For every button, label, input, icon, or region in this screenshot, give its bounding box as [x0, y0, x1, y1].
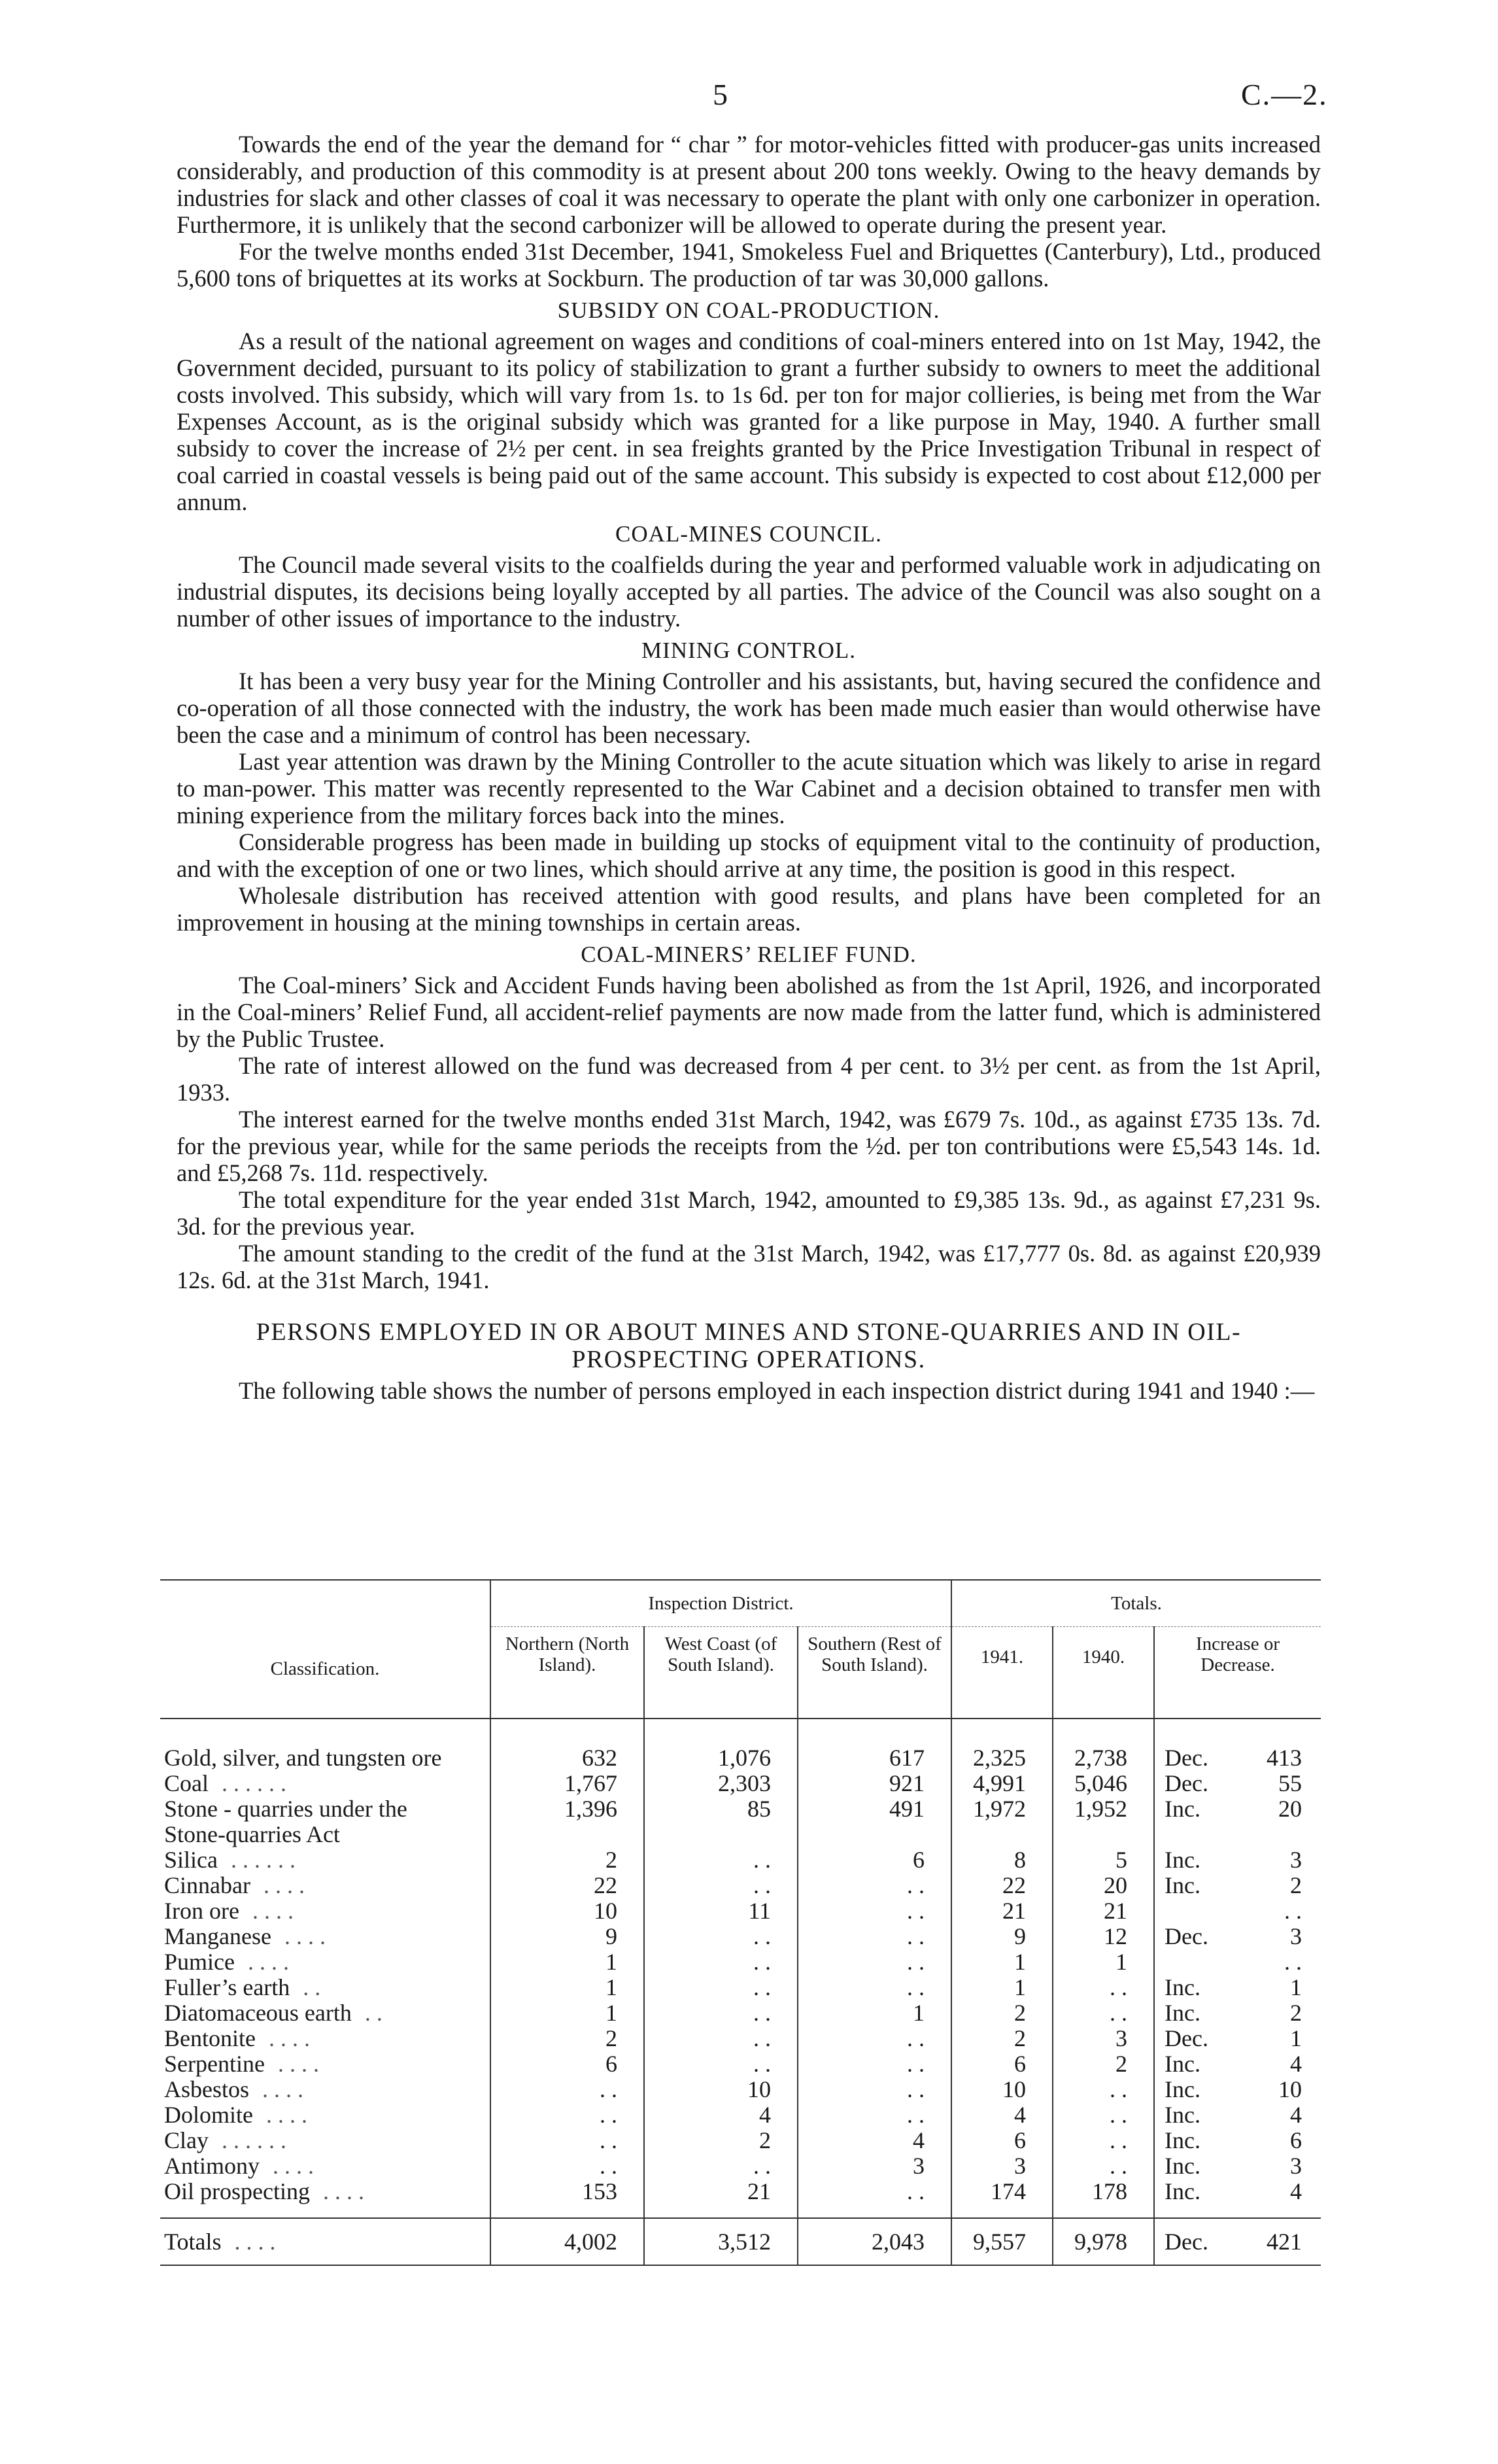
change-cell — [1154, 2077, 1321, 2102]
west-coast-cell: . . — [644, 1924, 798, 1949]
classification-cell — [160, 2128, 490, 2153]
northern-cell: 2 — [490, 1847, 644, 1873]
total-1940-cell: 12 — [1053, 1924, 1154, 1949]
section-heading-subsidy: SUBSIDY ON COAL-PRODUCTION. — [557, 298, 940, 323]
change-value: . . — [1284, 1898, 1302, 1924]
table-row — [160, 1771, 1321, 1796]
header-northern: Northern (North Island). — [490, 1627, 644, 1719]
change-direction: Inc. — [1165, 2076, 1200, 2102]
total-1941-cell: 9,557 — [951, 2218, 1053, 2265]
section-heading-relief-fund: COAL-MINERS’ RELIEF FUND. — [581, 942, 917, 967]
leader-dots: . . . . . . — [222, 1770, 286, 1796]
section-heading-council: COAL-MINES COUNCIL. — [615, 521, 882, 547]
classification-cell — [160, 2026, 490, 2051]
document-reference: C.—2. — [1241, 78, 1328, 111]
change-value: 421 — [1267, 2229, 1302, 2255]
table-row — [160, 2077, 1321, 2102]
northern-cell: 632 — [490, 1745, 644, 1771]
west-coast-cell: . . — [644, 2051, 798, 2077]
classification-label: Totals — [164, 2229, 222, 2255]
classification-label: Coal — [164, 1770, 209, 1796]
classification-label: Gold, silver, and tungsten ore — [164, 1745, 442, 1771]
total-1940-cell: . . — [1053, 2077, 1154, 2102]
change-cell — [1154, 1924, 1321, 1949]
table-row — [160, 1796, 1321, 1822]
classification-label: Diatomaceous earth — [164, 2000, 352, 2026]
change-direction: Inc. — [1165, 2178, 1200, 2204]
classification-cell — [160, 1796, 490, 1822]
page-number: 5 — [713, 78, 728, 111]
change-cell — [1154, 2026, 1321, 2051]
table-row — [160, 2000, 1321, 2026]
change-cell — [1154, 1745, 1321, 1771]
total-1940-cell: 20 — [1053, 1873, 1154, 1898]
header-inspection-district: Inspection District. — [490, 1580, 951, 1627]
total-1941-cell: 21 — [951, 1898, 1053, 1924]
change-direction: Inc. — [1165, 1974, 1200, 2000]
change-direction: Inc. — [1165, 1872, 1200, 1898]
leader-dots: . . . . — [234, 2229, 276, 2255]
paragraph: The interest earned for the twelve months ended 31st March, 1942, was £679 7s. 10d., as against £735 13s. 7d. for the previous year, while for the same periods the receipts from the ½d. per ton contributions were £5,543 14s. 1d. and £5,268 7s. 11d. respectively. — [177, 1106, 1321, 1186]
header-totals: Totals. — [951, 1580, 1321, 1627]
totals-row — [160, 2218, 1321, 2265]
classification-label: Pumice — [164, 1949, 235, 1975]
classification-cell — [160, 2051, 490, 2077]
change-direction: Dec. — [1165, 1745, 1208, 1771]
total-1941-cell: 1 — [951, 1949, 1053, 1975]
change-direction: Dec. — [1165, 1770, 1208, 1796]
classification-cell — [160, 1975, 490, 2000]
change-value: 1 — [1290, 2025, 1302, 2051]
total-1940-cell: 5,046 — [1053, 1771, 1154, 1796]
total-1940-cell: . . — [1053, 2128, 1154, 2153]
leader-dots: . . . . — [268, 2025, 310, 2051]
change-direction: Dec. — [1165, 2229, 1208, 2255]
total-1941-cell: 2 — [951, 2000, 1053, 2026]
change-cell — [1154, 1975, 1321, 2000]
change-value: 3 — [1290, 2153, 1302, 2179]
northern-cell: 4,002 — [490, 2218, 644, 2265]
west-coast-cell: 4 — [644, 2102, 798, 2128]
west-coast-cell: 2 — [644, 2128, 798, 2153]
paragraph: The Coal-miners’ Sick and Accident Funds having been abolished as from the 1st April, 1926, and incorporated in the Coal-miners’ Relief Fund, all accident-relief payments are now made from the latter fund, which is administered by the Public Trustee. — [177, 972, 1321, 1052]
table-row — [160, 1949, 1321, 1975]
paragraph: For the twelve months ended 31st December, 1941, Smokeless Fuel and Briquettes (Canterbury), Ltd., produced 5,600 tons of briquettes at its works at Sockburn. The production of tar was 30,000 gallons. — [177, 238, 1321, 292]
spacer-row — [160, 1719, 1321, 1745]
west-coast-cell: . . — [644, 2000, 798, 2026]
change-direction: Inc. — [1165, 2102, 1200, 2128]
report-body — [177, 131, 1321, 1404]
total-1941-cell: 174 — [951, 2179, 1053, 2204]
change-value: 10 — [1278, 2076, 1302, 2102]
total-1940-cell: 3 — [1053, 2026, 1154, 2051]
paragraph: The amount standing to the credit of the fund at the 31st March, 1942, was £17,777 0s. 8d. as against £20,939 12s. 6d. at the 31st March, 1941. — [177, 1240, 1321, 1293]
paragraph: Considerable progress has been made in building up stocks of equipment vital to the continuity of production, and with the exception of one or two lines, which should arrive at any time, the position is good in this respect. — [177, 829, 1321, 882]
classification-label: Cinnabar — [164, 1872, 250, 1898]
total-1940-cell: 9,978 — [1053, 2218, 1154, 2265]
northern-cell: 22 — [490, 1873, 644, 1898]
northern-cell: 153 — [490, 2179, 644, 2204]
southern-cell: 921 — [798, 1771, 951, 1796]
header-southern: Southern (Rest of South Island). — [798, 1627, 951, 1719]
section-heading-mining-control: MINING CONTROL. — [641, 638, 857, 663]
classification-cell — [160, 2179, 490, 2204]
change-cell — [1154, 1771, 1321, 1796]
table-row — [160, 1822, 1321, 1847]
total-1941-cell: 6 — [951, 2128, 1053, 2153]
classification-cell — [160, 1847, 490, 1873]
southern-cell: 3 — [798, 2153, 951, 2179]
west-coast-cell: . . — [644, 1847, 798, 1873]
paragraph: As a result of the national agreement on wages and conditions of coal-miners entered into on 1st May, 1942, the Government decided, pursuant to its policy of stabilization to grant a further subsidy to owners to meet the additional costs involved. This subsidy, which will vary from 1s. to 1s 6d. per ton for major collieries, is being met from the War Expenses Account, as is the original subsidy which was granted for a like purpose in May, 1940. A further small subsidy to cover the increase of 2½ per cent. in sea freights granted by the Price Investigation Tribunal in respect of coal carried in coastal vessels is being paid out of the same account. This subsidy is expected to cost about £12,000 per annum. — [177, 328, 1321, 515]
change-direction: Inc. — [1165, 2000, 1200, 2026]
change-cell — [1154, 1847, 1321, 1873]
total-1940-cell: 2 — [1053, 2051, 1154, 2077]
paragraph: The total expenditure for the year ended 31st March, 1942, amounted to £9,385 13s. 9d., as against £7,231 9s. 3d. for the previous year. — [177, 1186, 1321, 1240]
table-row — [160, 2102, 1321, 2128]
west-coast-cell: . . — [644, 2153, 798, 2179]
classification-cell — [160, 1898, 490, 1924]
classification-cell — [160, 1924, 490, 1949]
total-1940-cell: 1,952 — [1053, 1796, 1154, 1822]
total-1941-cell: 10 — [951, 2077, 1053, 2102]
leader-dots: . . . . — [265, 2102, 307, 2128]
table-row — [160, 2026, 1321, 2051]
change-value: . . — [1284, 1949, 1302, 1975]
change-direction: Inc. — [1165, 2051, 1200, 2077]
table-row — [160, 1745, 1321, 1771]
change-cell — [1154, 2128, 1321, 2153]
total-1941-cell: 1 — [951, 1975, 1053, 2000]
table-row — [160, 1847, 1321, 1873]
classification-label: Clay — [164, 2127, 209, 2153]
total-1941-cell: 2,325 — [951, 1745, 1053, 1771]
paragraph: The rate of interest allowed on the fund was decreased from 4 per cent. to 3½ per cent. as from the 1st April, 1933. — [177, 1052, 1321, 1106]
total-1940-cell — [1053, 1822, 1154, 1847]
classification-label: Stone-quarries Act — [164, 1821, 340, 1847]
total-1941-cell: 3 — [951, 2153, 1053, 2179]
west-coast-cell: . . — [644, 1975, 798, 2000]
change-direction: Dec. — [1165, 2025, 1208, 2051]
change-cell — [1154, 1949, 1321, 1975]
west-coast-cell: 1,076 — [644, 1745, 798, 1771]
change-direction: Inc. — [1165, 2127, 1200, 2153]
classification-label: Dolomite — [164, 2102, 253, 2128]
total-1940-cell: 1 — [1053, 1949, 1154, 1975]
leader-dots: . . . . — [263, 1872, 305, 1898]
classification-cell — [160, 1873, 490, 1898]
northern-cell — [490, 1822, 644, 1847]
southern-cell: . . — [798, 1949, 951, 1975]
classification-label: Bentonite — [164, 2025, 256, 2051]
change-value: 6 — [1290, 2127, 1302, 2153]
southern-cell: 617 — [798, 1745, 951, 1771]
leader-dots: . . . . — [322, 2178, 364, 2204]
table-row — [160, 2128, 1321, 2153]
leader-dots: . . . . — [252, 1898, 294, 1924]
change-value: 413 — [1267, 1745, 1302, 1771]
paragraph: The Council made several visits to the coalfields during the year and performed valuable work in adjudicating on industrial disputes, its decisions being loyally accepted by all parties. The advice of the Council was also sought on a number of other issues of importance to the industry. — [177, 551, 1321, 632]
change-cell — [1154, 2153, 1321, 2179]
west-coast-cell: 21 — [644, 2179, 798, 2204]
northern-cell: 1 — [490, 2000, 644, 2026]
paragraph: Towards the end of the year the demand for “ char ” for motor-vehicles fitted with producer-gas units increased considerably, and production of this commodity is at present about 200 tons weekly. Owing to the heavy demands by industries for slack and other classes of coal it was necessary to operate the plant with only one carbonizer in operation. Furthermore, it is unlikely that the second carbonizer will be allowed to operate during the present year. — [177, 131, 1321, 238]
northern-cell: . . — [490, 2128, 644, 2153]
west-coast-cell: 11 — [644, 1898, 798, 1924]
total-1940-cell: . . — [1053, 2102, 1154, 2128]
classification-cell — [160, 2102, 490, 2128]
classification-cell — [160, 1822, 490, 1847]
leader-dots: . . . . . . — [230, 1847, 296, 1873]
change-value: 2 — [1290, 1872, 1302, 1898]
leader-dots: . . . . . . — [222, 2127, 286, 2153]
west-coast-cell: . . — [644, 1873, 798, 1898]
southern-cell: 1 — [798, 2000, 951, 2026]
table-row — [160, 1898, 1321, 1924]
paragraph: It has been a very busy year for the Mining Controller and his assistants, but, having secured the confidence and co-operation of all those connected with the industry, the work has been made much easier than would otherwise have been the case and a minimum of control has been necessary. — [177, 668, 1321, 748]
classification-label: Asbestos — [164, 2076, 250, 2102]
total-1941-cell: 8 — [951, 1847, 1053, 1873]
west-coast-cell: 85 — [644, 1796, 798, 1822]
total-1941-cell: 1,972 — [951, 1796, 1053, 1822]
change-value: 4 — [1290, 2178, 1302, 2204]
total-1941-cell: 9 — [951, 1924, 1053, 1949]
table-row — [160, 2153, 1321, 2179]
total-1941-cell: 4,991 — [951, 1771, 1053, 1796]
total-1941-cell: 6 — [951, 2051, 1053, 2077]
west-coast-cell: . . — [644, 2026, 798, 2051]
change-value: 2 — [1290, 2000, 1302, 2026]
southern-cell: . . — [798, 2026, 951, 2051]
change-cell — [1154, 1796, 1321, 1822]
table-row — [160, 1975, 1321, 2000]
change-value: 3 — [1290, 1923, 1302, 1949]
header-1940: 1940. — [1053, 1627, 1154, 1719]
paragraph: Last year attention was drawn by the Mining Controller to the acute situation which was likely to arise in regard to man-power. This matter was recently represented to the War Cabinet and a decision obtained to transfer men with mining experience from the military forces back into the mines. — [177, 748, 1321, 829]
table-row — [160, 1924, 1321, 1949]
southern-cell — [798, 1822, 951, 1847]
west-coast-cell: 3,512 — [644, 2218, 798, 2265]
total-1941-cell: 2 — [951, 2026, 1053, 2051]
change-cell — [1154, 1873, 1321, 1898]
southern-cell: 4 — [798, 2128, 951, 2153]
southern-cell: . . — [798, 2179, 951, 2204]
classification-label: Silica — [164, 1847, 218, 1873]
west-coast-cell: 10 — [644, 2077, 798, 2102]
northern-cell: 1,396 — [490, 1796, 644, 1822]
classification-label: Oil prospecting — [164, 2178, 310, 2204]
change-value: 3 — [1290, 1847, 1302, 1873]
west-coast-cell — [644, 1822, 798, 1847]
classification-cell — [160, 2218, 490, 2265]
classification-label: Manganese — [164, 1923, 271, 1949]
northern-cell: . . — [490, 2153, 644, 2179]
change-value: 4 — [1290, 2051, 1302, 2077]
table-row — [160, 1873, 1321, 1898]
total-1940-cell: 178 — [1053, 2179, 1154, 2204]
northern-cell: 1 — [490, 1949, 644, 1975]
total-1941-cell — [951, 1822, 1053, 1847]
leader-dots: . . . . — [247, 1949, 289, 1975]
southern-cell: 2,043 — [798, 2218, 951, 2265]
classification-cell — [160, 1949, 490, 1975]
leader-dots: . . — [364, 2000, 383, 2026]
change-value: 4 — [1290, 2102, 1302, 2128]
leader-dots: . . . . — [273, 2153, 315, 2179]
leader-dots: . . — [303, 1974, 321, 2000]
header-1941: 1941. — [951, 1627, 1053, 1719]
southern-cell: . . — [798, 1924, 951, 1949]
southern-cell: 491 — [798, 1796, 951, 1822]
total-1940-cell: . . — [1053, 2000, 1154, 2026]
spacer-row — [160, 2204, 1321, 2218]
leader-dots: . . . . — [284, 1923, 326, 1949]
change-cell — [1154, 2102, 1321, 2128]
change-value: 1 — [1290, 1974, 1302, 2000]
change-value: 20 — [1278, 1796, 1302, 1822]
total-1940-cell: 21 — [1053, 1898, 1154, 1924]
northern-cell: 6 — [490, 2051, 644, 2077]
classification-label: Fuller’s earth — [164, 1974, 290, 2000]
northern-cell: 1,767 — [490, 1771, 644, 1796]
southern-cell: . . — [798, 1898, 951, 1924]
change-cell — [1154, 1822, 1321, 1847]
change-cell — [1154, 2179, 1321, 2204]
west-coast-cell: . . — [644, 1949, 798, 1975]
paragraph: Wholesale distribution has received attention with good results, and plans have been completed for an improvement in housing at the mining townships in certain areas. — [177, 882, 1321, 936]
change-direction: Inc. — [1165, 2153, 1200, 2179]
table-body — [160, 1719, 1321, 2265]
total-1940-cell: 2,738 — [1053, 1745, 1154, 1771]
total-1940-cell: . . — [1053, 2153, 1154, 2179]
northern-cell: 1 — [490, 1975, 644, 2000]
paragraph: The following table shows the number of persons employed in each inspection district during 1941 and 1940 :— — [239, 1377, 1315, 1404]
southern-cell: . . — [798, 1873, 951, 1898]
change-cell — [1154, 2051, 1321, 2077]
northern-cell: . . — [490, 2102, 644, 2128]
southern-cell: 6 — [798, 1847, 951, 1873]
classification-cell — [160, 2077, 490, 2102]
total-1940-cell: . . — [1053, 1975, 1154, 2000]
table-row — [160, 2179, 1321, 2204]
southern-cell: . . — [798, 2102, 951, 2128]
change-direction: Dec. — [1165, 1923, 1208, 1949]
classification-label: Antimony — [164, 2153, 260, 2179]
classification-cell — [160, 1771, 490, 1796]
leader-dots: . . . . — [277, 2051, 319, 2077]
classification-label: Serpentine — [164, 2051, 265, 2077]
total-1941-cell: 4 — [951, 2102, 1053, 2128]
northern-cell: 2 — [490, 2026, 644, 2051]
classification-cell — [160, 2000, 490, 2026]
total-1940-cell: 5 — [1053, 1847, 1154, 1873]
change-cell — [1154, 2218, 1321, 2265]
section-heading-persons-employed: PERSONS EMPLOYED IN OR ABOUT MINES AND STONE-QUARRIES AND IN OIL-PROSPECTING OPERATIONS. — [256, 1318, 1242, 1373]
classification-cell — [160, 2153, 490, 2179]
change-direction: Inc. — [1165, 1796, 1200, 1822]
northern-cell: 9 — [490, 1924, 644, 1949]
total-1941-cell: 22 — [951, 1873, 1053, 1898]
southern-cell: . . — [798, 2051, 951, 2077]
leader-dots: . . . . — [262, 2076, 304, 2102]
header-west-coast: West Coast (of South Island). — [644, 1627, 798, 1719]
change-direction: Inc. — [1165, 1847, 1200, 1873]
classification-label: Stone - quarries under the — [164, 1796, 407, 1822]
southern-cell: . . — [798, 1975, 951, 2000]
classification-cell — [160, 1745, 490, 1771]
northern-cell: . . — [490, 2077, 644, 2102]
southern-cell: . . — [798, 2077, 951, 2102]
west-coast-cell: 2,303 — [644, 1771, 798, 1796]
header-classification: Classification. — [270, 1658, 380, 1679]
northern-cell: 10 — [490, 1898, 644, 1924]
header-increase-decrease: Increase or Decrease. — [1154, 1627, 1321, 1719]
table-row — [160, 2051, 1321, 2077]
change-cell — [1154, 1898, 1321, 1924]
change-value: 55 — [1278, 1770, 1302, 1796]
change-cell — [1154, 2000, 1321, 2026]
employment-table — [160, 1579, 1321, 2266]
classification-label: Iron ore — [164, 1898, 239, 1924]
